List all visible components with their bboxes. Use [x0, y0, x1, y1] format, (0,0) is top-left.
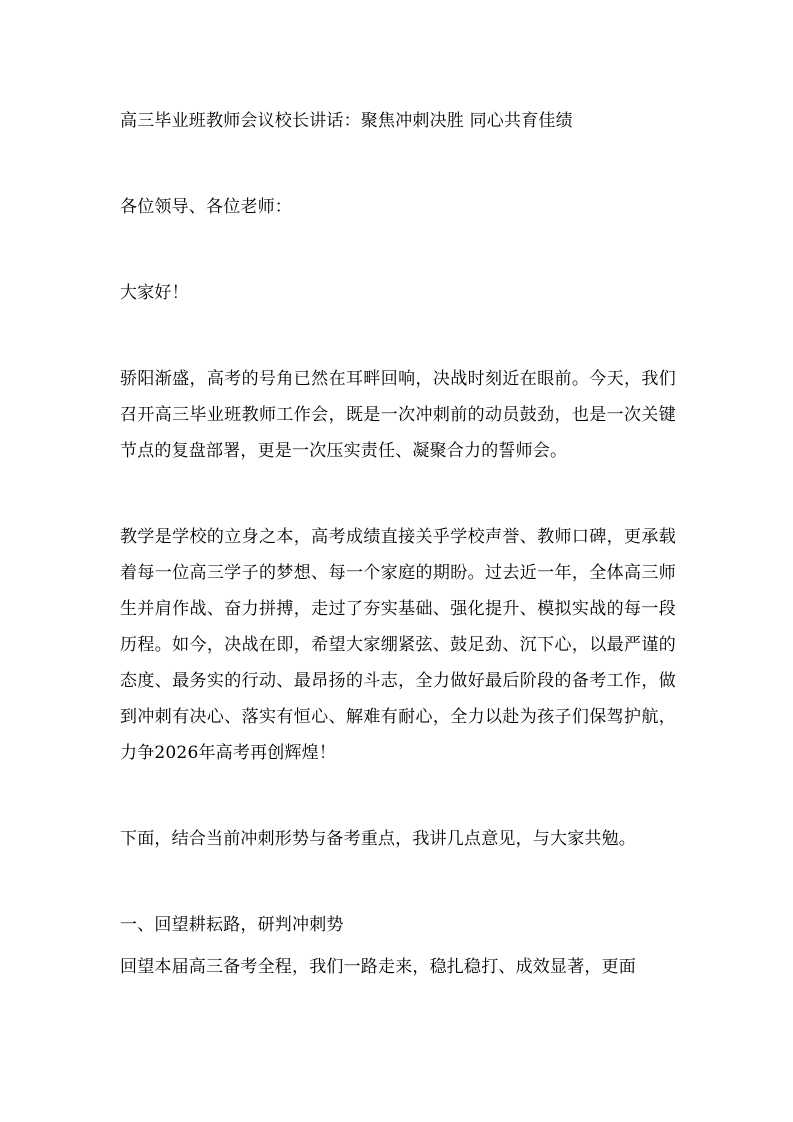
section-heading-1: 一、回望耕耘路，研判冲刺势 [120, 915, 344, 935]
salutation: 各位领导、各位老师： [120, 197, 292, 217]
section-1-text: 回望本届高三备考全程，我们一路走来，稳扎稳打、成效显著，更面 [120, 957, 636, 977]
greeting: 大家好！ [120, 283, 189, 303]
document-title: 高三毕业班教师会议校长讲话：聚焦冲刺决胜 同心共育佳绩 [120, 111, 573, 131]
paragraph-opening: 骄阳渐盛，高考的号角已然在耳畔回响，决战时刻近在眼前。今天，我们召开高三毕业班教师工作会，既是一次冲刺前的动员鼓劲，也是一次关键节点的复盘部署，更是一次压实责任、凝聚合力的誓师会。 [120, 369, 676, 461]
paragraph-expectation: 教学是学校的立身之本，高考成绩直接关乎学校声誉、教师口碑，更承载着每一位高三学子的梦想、每一个家庭的期盼。过去近一年，全体高三师生并肩作战、奋力拼搏，走过了夯实基础、强化提升、模拟实战的每一段历程。如今，决战在即，希望大家绷紧弦、鼓足劲、沉下心，以最严谨的态度、最务实的行动、最昂扬的斗志，全力做好最后阶段的备考工作，做到冲刺有决心、落实有恒心、解难有耐心，全力以赴为孩子们保驾护航，力争2026年高考再创辉煌！ [120, 527, 676, 763]
document-body [120, 103, 676, 985]
paragraph-transition: 下面，结合当前冲刺形势与备考重点，我讲几点意见，与大家共勉。 [120, 829, 636, 849]
